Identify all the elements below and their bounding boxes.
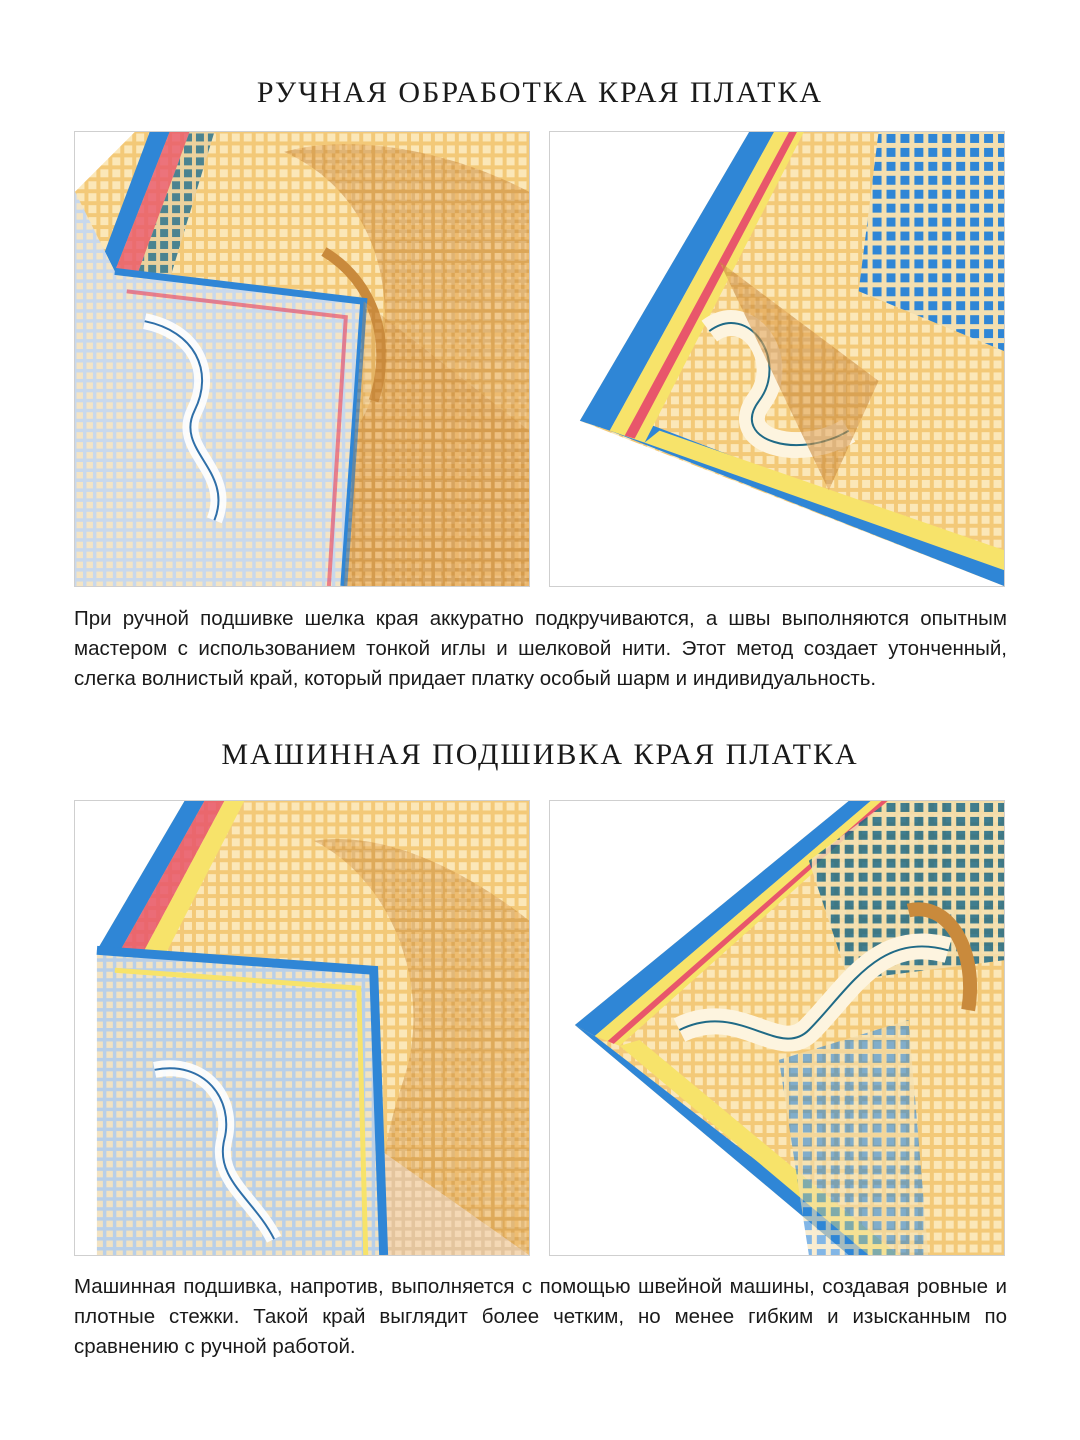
section-title-hand-hem: РУЧНАЯ ОБРАБОТКА КРАЯ ПЛАТКА — [256, 76, 824, 109]
section-title-machine-hem: МАШИННАЯ ПОДШИВКА КРАЯ ПЛАТКА — [221, 738, 859, 771]
photo-machine-hem-corner — [549, 800, 1005, 1256]
photo-hand-hem-corner — [549, 131, 1005, 587]
section-description-hand-hem: При ручной подшивке шелка края аккуратно подкручиваются, а швы выполняются опытным мастером с использованием тонкой иглы и шелковой нити. Этот метод создает утонченный, слегка волнистый край, который придает платку особый шарм и индивидуальность. — [74, 607, 1007, 690]
photo-machine-hem-folded-corner — [74, 800, 530, 1256]
section-description-machine-hem: Машинная подшивка, напротив, выполняется с помощью швейной машины, создавая ровные и плотные стежки. Такой край выглядит более четким, но менее гибким и изысканным по сравнению с ручной работой. — [74, 1275, 1007, 1358]
photo-hand-hem-folded-corner — [74, 131, 530, 587]
